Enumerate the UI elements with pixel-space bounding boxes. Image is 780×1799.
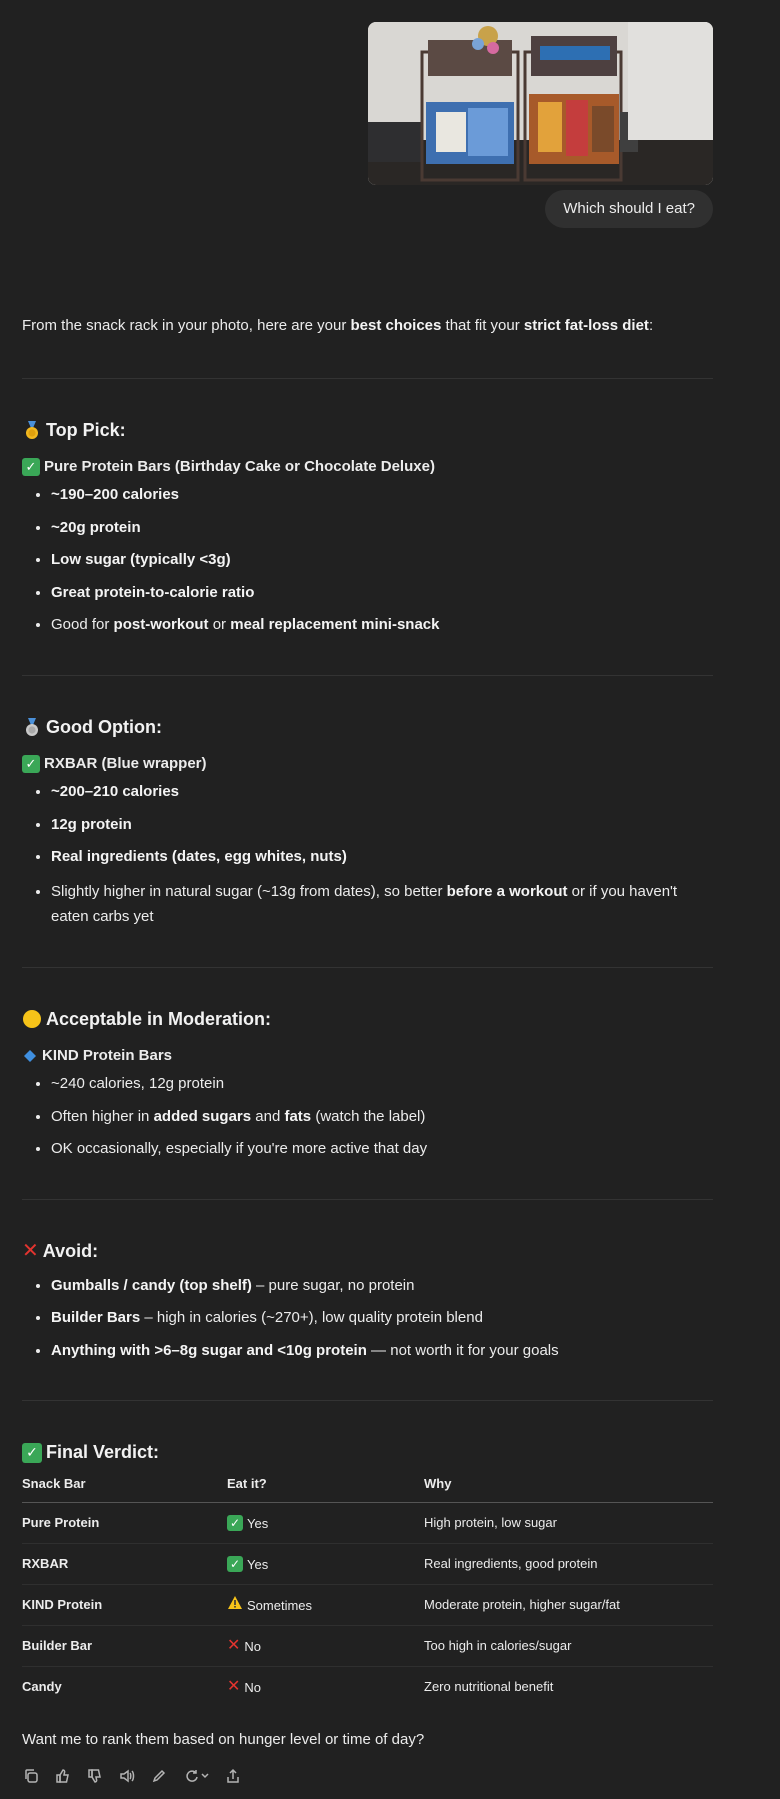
eat-it-cell <box>227 1667 424 1708</box>
list-item-text: Great protein-to-calorie ratio <box>51 583 255 601</box>
table-header-row <box>22 1474 713 1503</box>
list-item-text: (watch the label) <box>311 1107 426 1125</box>
list-item <box>51 517 713 540</box>
list-item-text: ~200–210 calories <box>51 783 180 800</box>
table-row <box>22 1585 713 1626</box>
list-item-bold: added sugars <box>153 1107 252 1125</box>
gold-medal-icon <box>22 420 42 440</box>
list-item <box>51 1106 713 1129</box>
table-body <box>22 1503 713 1708</box>
section-heading-text: Top Pick: <box>46 419 126 440</box>
list-item-text: – high in calories (~270+), low quality protein blend <box>140 1309 483 1326</box>
list-item <box>51 846 713 869</box>
check-icon: ✓ <box>227 1556 243 1572</box>
table-header-cell: Eat it? <box>227 1474 424 1503</box>
eat-it-label: Sometimes <box>247 1597 313 1613</box>
list-item-text: Often higher in <box>51 1107 154 1125</box>
assistant-response <box>22 315 713 1752</box>
divider <box>22 1199 713 1200</box>
eat-it-label: No <box>244 1638 262 1654</box>
section-heading-verdict <box>22 1439 713 1466</box>
table-row <box>22 1544 713 1585</box>
intro-paragraph <box>22 315 713 338</box>
list-item <box>51 1138 713 1161</box>
section-heading-text: Acceptable in Moderation: <box>46 1008 272 1029</box>
section-heading-good-option <box>22 714 713 741</box>
list-item <box>51 484 713 507</box>
thumbs-down-icon[interactable] <box>86 1767 104 1785</box>
list-item-text: – pure sugar, no protein <box>251 1276 415 1294</box>
divider <box>22 675 713 676</box>
list-item <box>51 879 713 929</box>
read-aloud-icon[interactable] <box>118 1767 136 1785</box>
snack-bar-cell: RXBAR <box>22 1544 227 1585</box>
avoid-list <box>22 1275 713 1363</box>
table-row <box>22 1667 713 1708</box>
list-item-text: Low sugar (typically <3g) <box>51 551 231 568</box>
list-item-bold: post-workout <box>113 616 209 633</box>
list-item-text: ~20g protein <box>51 518 141 536</box>
divider <box>22 1400 713 1401</box>
thumbs-up-icon[interactable] <box>54 1767 72 1785</box>
table-header-cell: Why <box>424 1474 713 1503</box>
eat-it-cell <box>227 1544 424 1585</box>
yellow-circle-icon <box>22 1009 42 1029</box>
list-item <box>51 814 713 837</box>
list-item-text: ~240 calories, 12g protein <box>51 1075 225 1092</box>
list-item-text: ~190–200 calories <box>51 486 180 503</box>
regenerate-icon[interactable] <box>182 1767 210 1785</box>
snack-bar-cell: Candy <box>22 1679 62 1695</box>
cross-mark-icon: ✕ <box>227 1678 241 1696</box>
list-item <box>51 549 713 572</box>
intro-bold: strict fat-loss diet <box>523 317 649 334</box>
intro-text: that fit your <box>441 317 524 334</box>
list-item-bold: before a workout <box>446 882 568 900</box>
top-pick-list <box>22 484 713 637</box>
cross-mark-icon: ✕ <box>22 1240 39 1262</box>
table-row <box>22 1626 713 1667</box>
divider <box>22 967 713 968</box>
item-title: RXBAR (Blue wrapper) <box>44 754 207 772</box>
item-title: Pure Protein Bars (Birthday Cake or Chocolate Deluxe) <box>44 457 435 475</box>
list-item-text: 12g protein <box>51 815 132 833</box>
section-heading-text: Avoid: <box>42 1240 99 1261</box>
list-item <box>51 1073 713 1096</box>
why-cell: High protein, low sugar <box>424 1503 713 1544</box>
snack-bar-cell: Pure Protein <box>22 1503 227 1544</box>
why-cell: Real ingredients, good protein <box>424 1544 713 1585</box>
good-option-list <box>22 781 713 929</box>
check-icon: ✓ <box>22 755 40 773</box>
moderation-list <box>22 1073 713 1161</box>
intro-text: From the snack rack in your photo, here are your <box>22 317 351 334</box>
why-cell: Zero nutritional benefit <box>424 1679 554 1695</box>
list-item-bold: Anything with >6–8g sugar and <10g protein <box>51 1341 367 1359</box>
good-option-item <box>22 753 713 776</box>
snack-bar-cell: KIND Protein <box>22 1585 227 1626</box>
eat-it-cell <box>227 1585 424 1626</box>
eat-it-cell <box>227 1626 424 1667</box>
check-icon: ✓ <box>227 1515 243 1531</box>
edit-icon[interactable] <box>150 1767 168 1785</box>
list-item <box>51 781 713 804</box>
message-action-toolbar <box>22 1767 242 1785</box>
list-item-bold: meal replacement mini-snack <box>230 616 440 633</box>
table-row <box>22 1503 713 1544</box>
item-title: KIND Protein Bars <box>42 1046 173 1064</box>
list-item <box>51 1275 713 1298</box>
why-cell: Too high in calories/sugar <box>424 1626 713 1667</box>
closing-question: Want me to rank them based on hunger level or time of day? <box>22 1731 425 1748</box>
eat-it-label: Yes <box>247 1556 269 1572</box>
list-item-bold: fats <box>284 1107 312 1125</box>
list-item-text: Good for <box>51 616 114 633</box>
section-heading-text: Final Verdict: <box>46 1442 160 1462</box>
intro-bold: best choices <box>350 317 442 334</box>
section-heading-text: Good Option: <box>46 716 162 737</box>
share-icon[interactable] <box>224 1767 242 1785</box>
section-heading-top-pick <box>22 417 713 444</box>
warning-icon <box>227 1598 243 1613</box>
section-heading-moderation <box>22 1006 713 1033</box>
list-item <box>51 1307 713 1330</box>
section-heading-avoid <box>22 1238 713 1265</box>
list-item <box>51 582 713 605</box>
list-item <box>51 1340 713 1363</box>
user-message-text: Which should I eat? <box>563 199 695 217</box>
list-item-text: OK occasionally, especially if you're more active that day <box>51 1140 428 1157</box>
verdict-table <box>22 1474 713 1707</box>
list-item-text: or <box>208 616 231 633</box>
check-icon: ✓ <box>22 458 40 476</box>
list-item-text: or if you haven't eaten carbs yet <box>51 882 678 925</box>
cross-mark-icon: ✕ <box>227 1637 241 1655</box>
uploaded-photo[interactable] <box>368 22 713 185</box>
eat-it-label: No <box>244 1679 262 1695</box>
top-pick-item <box>22 456 713 479</box>
eat-it-cell <box>227 1503 424 1544</box>
user-message-bubble <box>545 190 713 228</box>
why-cell: Moderate protein, higher sugar/fat <box>424 1585 713 1626</box>
intro-text: : <box>648 317 654 334</box>
list-item-text: and <box>251 1107 285 1125</box>
list-item-bold: Gumballs / candy (top shelf) <box>51 1276 252 1294</box>
eat-it-label: Yes <box>247 1515 269 1531</box>
list-item-text: Real ingredients (dates, egg whites, nuts) <box>51 848 347 865</box>
check-icon: ✓ <box>22 1443 42 1463</box>
silver-medal-icon <box>22 717 42 737</box>
list-item <box>51 614 713 637</box>
table-header-cell: Snack Bar <box>22 1474 227 1503</box>
copy-icon[interactable] <box>22 1767 40 1785</box>
blue-diamond-icon <box>22 1048 38 1064</box>
divider <box>22 378 713 379</box>
list-item-text: Slightly higher in natural sugar (~13g from dates), so better <box>51 882 447 900</box>
list-item-text: — not worth it for your goals <box>366 1341 559 1359</box>
list-item-bold: Builder Bars <box>51 1309 141 1326</box>
snack-bar-cell: Builder Bar <box>22 1626 227 1667</box>
moderation-item <box>22 1045 713 1068</box>
